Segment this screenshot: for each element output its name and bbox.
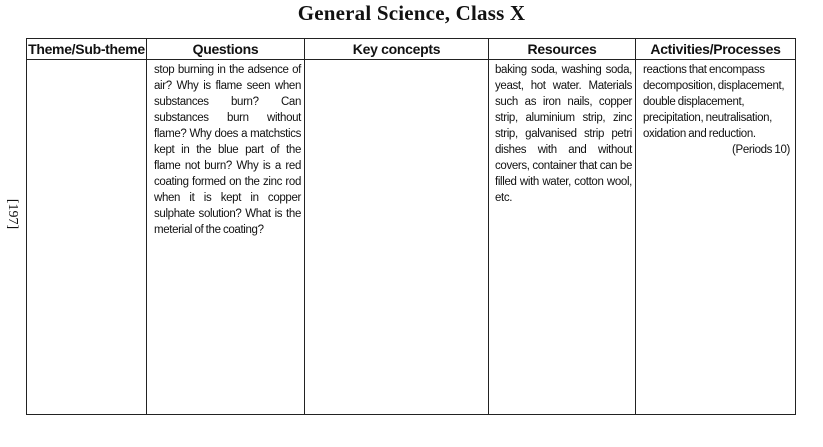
table-row [27, 60, 796, 415]
activities-block [636, 60, 795, 158]
cell-resources [489, 60, 636, 415]
cell-activities [636, 60, 796, 415]
periods-label: (Periods 10) [732, 144, 790, 156]
header-questions: Questions [147, 39, 305, 60]
resources-text: baking soda, washing soda, yeast, hot water. Materials such as iron nails, copper strip, aluminium strip, zinc strip, galvanised strip petri dishes with and without covers, container that can be filled with water, cotton wool, etc. [495, 64, 632, 204]
theme-text [27, 60, 146, 62]
activities-text: reactions that encompass decomposition, displacement, double displacement, precipitation, neutralisation, oxidation and reduction. [643, 64, 785, 140]
header-resources: Resources [489, 39, 636, 60]
header-activities: Activities/Processes [636, 39, 796, 60]
cell-theme [27, 60, 147, 415]
table-header-row [27, 39, 796, 60]
header-theme: Theme/Sub-theme [27, 39, 147, 60]
page-number: [197] [5, 198, 20, 230]
syllabus-table [26, 38, 796, 415]
questions-text: stop burning in the adsence of air? Why is flame seen when substances burn? Can substances burn without flame? Why does a matchstics kept in the blue part of the flame not burn? Why is a red coating formed on the zinc rod when it is kept in copper sulphate solution? What is the meterial of the coating? [154, 64, 301, 236]
cell-key-concepts [305, 60, 489, 415]
cell-questions [147, 60, 305, 415]
page-title: General Science, Class X [297, 1, 526, 25]
key-concepts-text [305, 60, 488, 62]
header-key-concepts: Key concepts [305, 39, 489, 60]
